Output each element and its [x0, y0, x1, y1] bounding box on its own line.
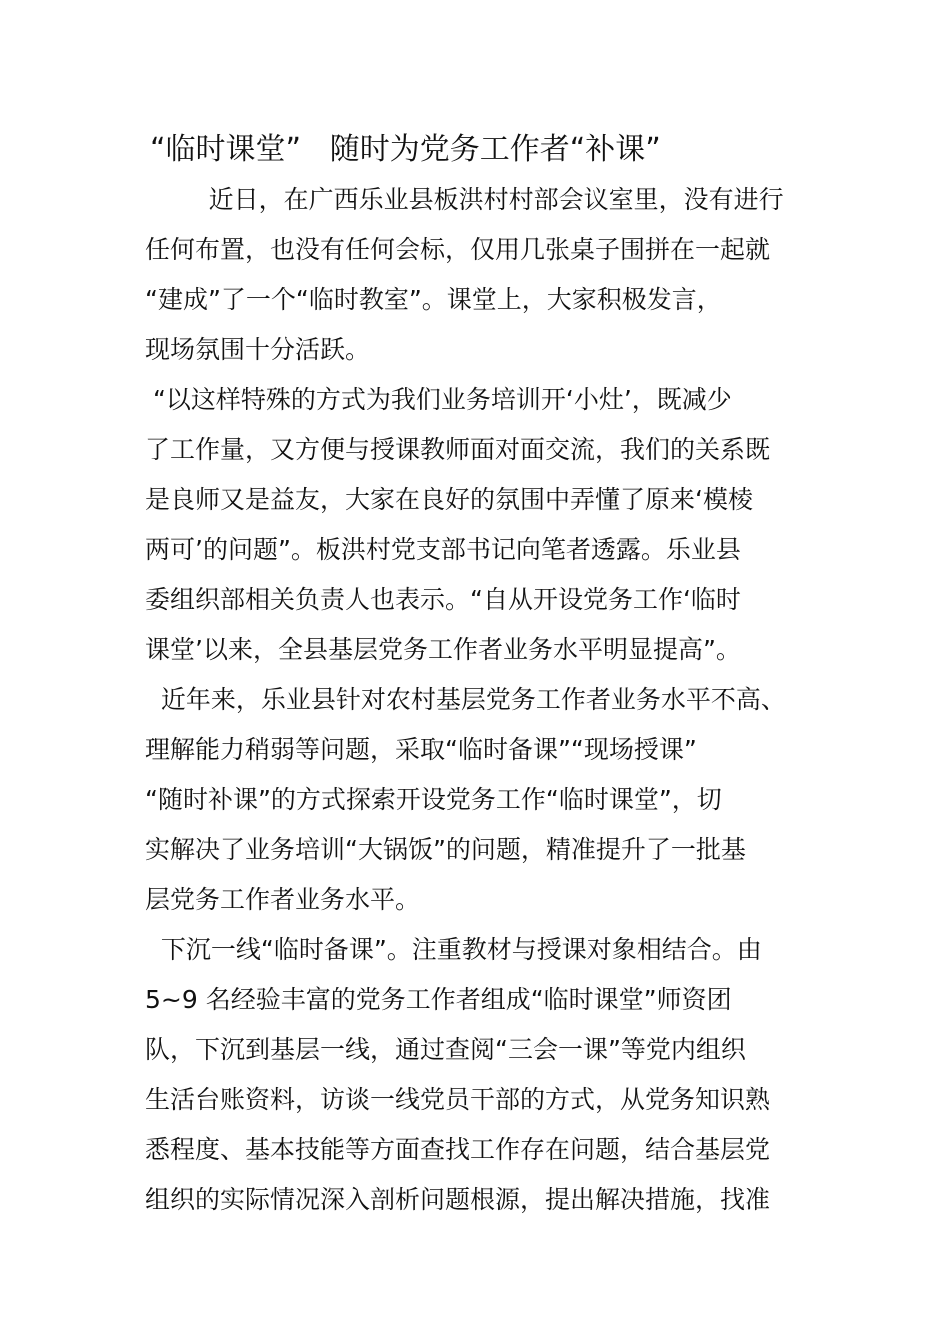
body-line: 层党务工作者业务水平。 — [145, 885, 421, 914]
body-line: 委组织部相关负责人也表示。“自从开设党务工作‘临时 — [145, 585, 741, 614]
body-line: 两可’的问题”。板洪村党支部书记向笔者透露。乐业县 — [145, 535, 741, 564]
body-line: 悉程度、基本技能等方面查找工作存在问题，结合基层党 — [145, 1135, 771, 1164]
body-line: 是良师又是益友，大家在良好的氛围中弄懂了原来‘模棱 — [145, 485, 753, 514]
body-line: 组织的实际情况深入剖析问题根源，提出解决措施，找准 — [145, 1185, 771, 1214]
body-line: 课堂’以来，全县基层党务工作者业务水平明显提高”。 — [145, 635, 741, 664]
body-line: 任何布置，也没有任何会标，仅用几张桌子围拼在一起就 — [145, 235, 771, 264]
body-line: 5~9 名经验丰富的党务工作者组成“临时课堂”师资团 — [145, 985, 732, 1014]
body-line: 生活台账资料，访谈一线党员干部的方式，从党务知识熟 — [145, 1085, 771, 1114]
body-line: 下沉一线“临时备课”。注重教材与授课对象相结合。由 — [145, 935, 762, 964]
body-line: 实解决了业务培训“大锅饭”的问题，精准提升了一批基 — [145, 835, 746, 864]
body-line: 近年来，乐业县针对农村基层党务工作者业务水平不高、 — [145, 685, 786, 714]
body-line: 理解能力稍弱等问题，采取“临时备课”“现场授课” — [145, 735, 697, 764]
body-line: 近日，在广西乐业县板洪村村部会议室里，没有进行 — [145, 185, 784, 214]
body-line: 队，下沉到基层一线，通过查阅“三会一课”等党内组织 — [145, 1035, 746, 1064]
body-line: 了工作量，又方便与授课教师面对面交流，我们的关系既 — [145, 435, 771, 464]
body-line: “随时补课”的方式探索开设党务工作“临时课堂”，切 — [145, 785, 722, 814]
article-title: “临时课堂” 随时为党务工作者“补课” — [150, 132, 661, 167]
body-line: “以这样特殊的方式为我们业务培训开‘小灶’，既减少 — [145, 385, 732, 414]
body-line: “建成”了一个“临时教室”。课堂上，大家积极发言， — [145, 285, 722, 314]
body-line: 现场氛围十分活跃。 — [145, 335, 371, 364]
